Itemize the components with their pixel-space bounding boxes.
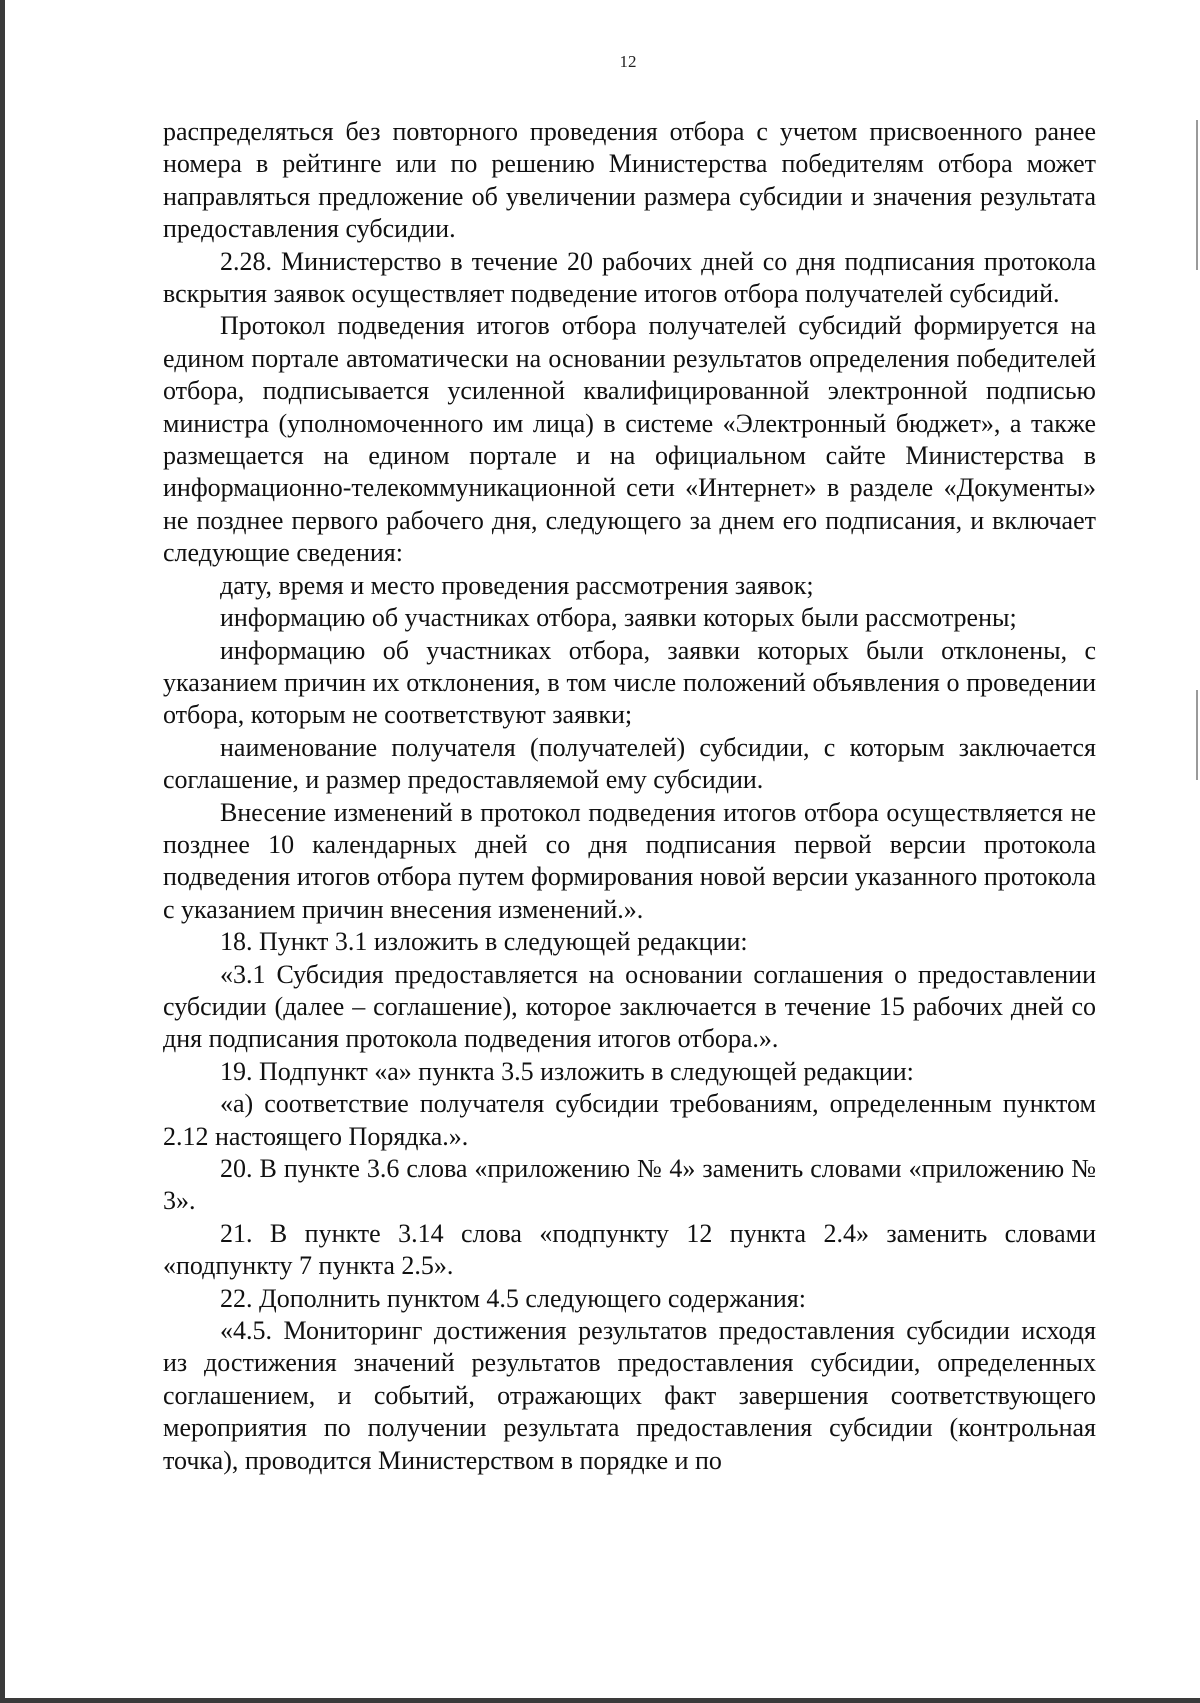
document-body xyxy=(163,116,1096,1477)
paragraph: наименование получателя (получателей) субсидии, с которым заключается соглашение, и размер предоставляемой ему субсидии. xyxy=(163,732,1096,795)
paragraph: «а) соответствие получателя субсидии требованиям, определенным пунктом 2.12 настоящего Порядка.». xyxy=(163,1089,1096,1151)
paragraph: «4.5. Мониторинг достижения результатов предоставления субсидии исходя из достижения значений результатов предоставления субсидии, определенных соглашением, и событий, отражающих факт завершения соответствующего мероприятия по получении результата предоставления субсидии (контрольная точка), проводится Министерством в порядке и по xyxy=(163,1316,1096,1475)
paragraph: 22. Дополнить пунктом 4.5 следующего содержания: xyxy=(220,1283,806,1313)
paragraph: информацию об участниках отбора, заявки которых были отклонены, с указанием причин их отклонения, в том числе положений объявления о проведении отбора, которым не соответствуют заявки; xyxy=(163,635,1096,730)
paragraph: дату, время и место проведения рассмотрения заявок; xyxy=(220,570,814,600)
paragraph: 20. В пункте 3.6 слова «приложению № 4» заменить словами «приложению № 3». xyxy=(163,1154,1096,1216)
scan-right-mark xyxy=(1196,120,1198,270)
scan-left-edge xyxy=(0,0,5,1703)
paragraph: 2.28. Министерство в течение 20 рабочих дней со дня подписания протокола вскрытия заявок осуществляет подведение итогов отбора получателей субсидий. xyxy=(163,246,1096,309)
scan-right-mark xyxy=(1196,690,1198,780)
scan-bottom-edge xyxy=(0,1698,1200,1703)
paragraph: 19. Подпункт «а» пункта 3.5 изложить в следующей редакции: xyxy=(220,1056,914,1086)
paragraph: 18. Пункт 3.1 изложить в следующей редакции: xyxy=(220,927,748,957)
paragraph: информацию об участниках отбора, заявки которых были рассмотрены; xyxy=(220,603,1017,633)
paragraph: распределяться без повторного проведения отбора с учетом присвоенного ранее номера в рейтинге или по решению Министерства победителям отбора может направляться предложение об увеличении размера субсидии и значения результата предоставления субсидии. xyxy=(163,117,1096,244)
page-number: 12 xyxy=(619,52,637,71)
paragraph: «3.1 Субсидия предоставляется на основании соглашения о предоставлении субсидии (далее – соглашение), которое заключается в течение 15 рабочих дней со дня подписания протокола подведения итогов отбора.». xyxy=(163,959,1096,1054)
paragraph: Протокол подведения итогов отбора получателей субсидий формируется на едином портале автоматически на основании результатов определения победителей отбора, подписывается усиленной квалифицированной электронной подписью министра (уполномоченного им лица) в системе «Электронный бюджет», а также размещается на едином портале и на официальном сайте Министерства в информационно-телекоммуникационной сети «Интернет» в разделе «Документы» не позднее первого рабочего дня, следующего за днем его подписания, и включает следующие сведения: xyxy=(163,311,1096,568)
paragraph: Внесение изменений в протокол подведения итогов отбора осуществляется не позднее 10 календарных дней со дня подписания первой версии протокола подведения итогов отбора путем формирования новой версии указанного протокола с указанием причин внесения изменений.». xyxy=(163,797,1096,924)
paragraph: 21. В пункте 3.14 слова «подпункту 12 пункта 2.4» заменить словами «подпункту 7 пункта 2.5». xyxy=(163,1218,1096,1281)
